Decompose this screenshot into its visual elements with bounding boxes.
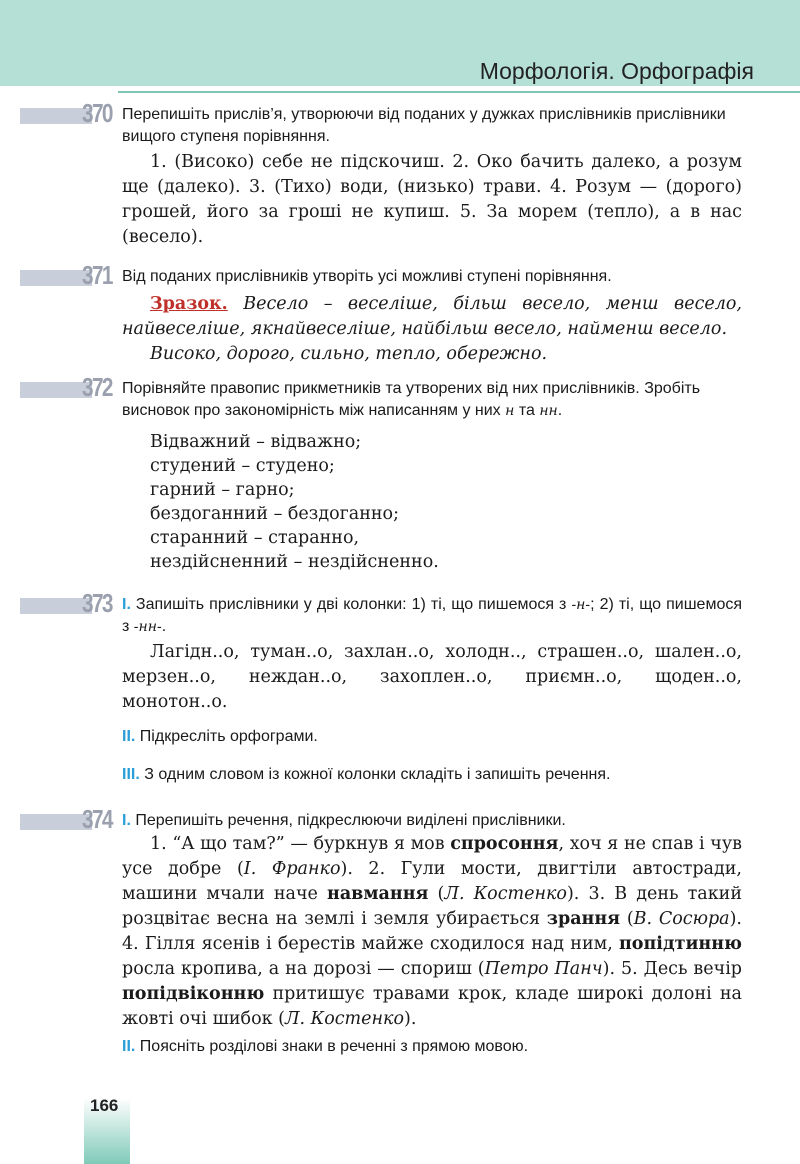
roman-numeral: II. — [122, 728, 136, 745]
word-pairs — [150, 430, 439, 574]
sentence-text: ). 2. Гули мости, двигтіли автостради, машини мчали наче — [122, 859, 742, 904]
task-text: ; 2) ті, що пишемося з — [122, 596, 743, 635]
author-name: В. Сосюра — [633, 909, 730, 929]
word-pair: гарний – гарно; — [150, 480, 295, 500]
exercise-number: 373 — [82, 588, 112, 618]
author-name: Петро Панч — [484, 959, 603, 979]
letter-n: н — [505, 403, 515, 419]
sentence-text: ( — [428, 884, 445, 904]
sentence-text: ). 5. Десь вечір — [602, 959, 743, 979]
exercise-text: 1. (Високо) себе не підскочиш. 2. Око бачить далеко, а розум ще (далеко). 3. (Тихо) води, (низько) трави. 4. Розум — (дорого) грошей, його за гроші не купиш. 5. За морем (тепло), а в нас (весело). — [122, 152, 742, 247]
highlighted-adverb: попідвіконню — [122, 984, 265, 1004]
sample-label: Зразок. — [150, 294, 228, 314]
page-title: Морфологія. Орфографія — [479, 58, 754, 84]
suffix-nn: -нн- — [133, 619, 162, 635]
exercise-task — [122, 378, 742, 422]
sentence-text: 1. “А що там?” — буркнув я мов — [150, 834, 445, 854]
exercise-number: 372 — [82, 372, 112, 402]
author-name: Л. Костенко — [444, 884, 567, 904]
adverb-words: Високо, дорого, сильно, тепло, обережно. — [150, 344, 548, 364]
word-pair: студений – студено; — [150, 456, 335, 476]
page-number: 166 — [90, 1096, 119, 1115]
roman-numeral: I. — [122, 812, 131, 829]
sentence-text: , хоч я не спав і чув усе добре ( — [122, 834, 742, 879]
sample-text: Весело – веселіше, більш весело, менш весело, найвеселіше, якнайвеселіше, найбільш весело, найменш весело. — [122, 294, 742, 339]
author-name: Л. Костенко — [284, 1009, 405, 1029]
exercise-task-part-1 — [122, 594, 742, 638]
exercise-task-part-2 — [122, 726, 742, 748]
highlighted-adverb: попідтинню — [619, 934, 742, 954]
sample-paragraph — [122, 292, 742, 342]
highlighted-adverb: зрання — [546, 909, 621, 929]
letter-nn: нн — [539, 403, 558, 419]
roman-numeral: I. — [122, 596, 131, 613]
task-text: . — [161, 618, 167, 635]
word-pair: бездоганний – бездоганно; — [150, 504, 399, 524]
sentence-text: ( — [620, 909, 634, 929]
exercise-sentences — [122, 832, 742, 1032]
word-pair: Відважний – відважно; — [150, 432, 362, 452]
task-main-text: Порівняйте правопис прикметників та утворених від них прислівників. Зробіть висновок про закономірність між написанням у них — [122, 380, 701, 419]
adverb-list — [122, 342, 742, 367]
exercise-task: Від поданих прислівників утворіть усі можливі ступені порівняння. — [122, 268, 612, 285]
word-pair: старанний – старанно, — [150, 528, 360, 548]
author-name: І. Франко — [243, 859, 341, 879]
exercise-number: 370 — [82, 98, 112, 128]
task-text: Підкресліть орфограми. — [139, 728, 318, 745]
exercise-task-part-2 — [122, 1036, 742, 1058]
task-text: Поясніть розділові знаки в реченні з прямою мовою. — [139, 1038, 529, 1055]
exercise-words: Лагідн..о, туман..о, захлан..о, холодн.., страшен..о, шален..о, мерзен..о, неждан..о, захоплен..о, приємн..о, щоден..о, монотон..о. — [122, 642, 742, 712]
period: . — [557, 402, 563, 419]
task-text: Перепишіть речення, підкреслюючи виділені прислівники. — [135, 812, 566, 829]
header-divider — [118, 91, 800, 93]
exercise-number: 374 — [82, 804, 112, 834]
exercise-task-part-1 — [122, 810, 742, 832]
sentence-text: росла кропива, а на дорозі — спориш ( — [122, 959, 485, 979]
highlighted-adverb: спросоння — [450, 834, 559, 854]
suffix-n: -н- — [571, 597, 591, 613]
sentence-text: ). 4. Гілля ясенів і берестів майже сходилося над ним, — [122, 909, 742, 954]
highlighted-adverb: навмання — [327, 884, 429, 904]
sentence-text: притишує травами крок, кладе широкі долоні на жовті очі шибок ( — [122, 984, 742, 1029]
task-text: Запишіть прислівники у дві колонки: 1) ті, що пишемося з — [135, 596, 567, 613]
roman-numeral: II. — [122, 1038, 136, 1055]
exercise-task: Перепишіть прислів’я, утворюючи від поданих у дужках прислівників прислівники вищого ступеня порівняння. — [122, 106, 726, 145]
sentence-text: ). — [404, 1009, 417, 1029]
roman-numeral: III. — [122, 766, 140, 783]
sentence-text: ). 3. В день такий розцвітає весна на землі і земля убирається — [122, 884, 742, 929]
conjunction: та — [518, 402, 535, 419]
task-text: З одним словом із кожної колонки складіть і запишіть речення. — [144, 766, 611, 783]
word-pair: нездійсненний – нездійсненно. — [150, 552, 439, 572]
exercise-task-part-3 — [122, 764, 742, 786]
exercise-number: 371 — [82, 260, 112, 290]
